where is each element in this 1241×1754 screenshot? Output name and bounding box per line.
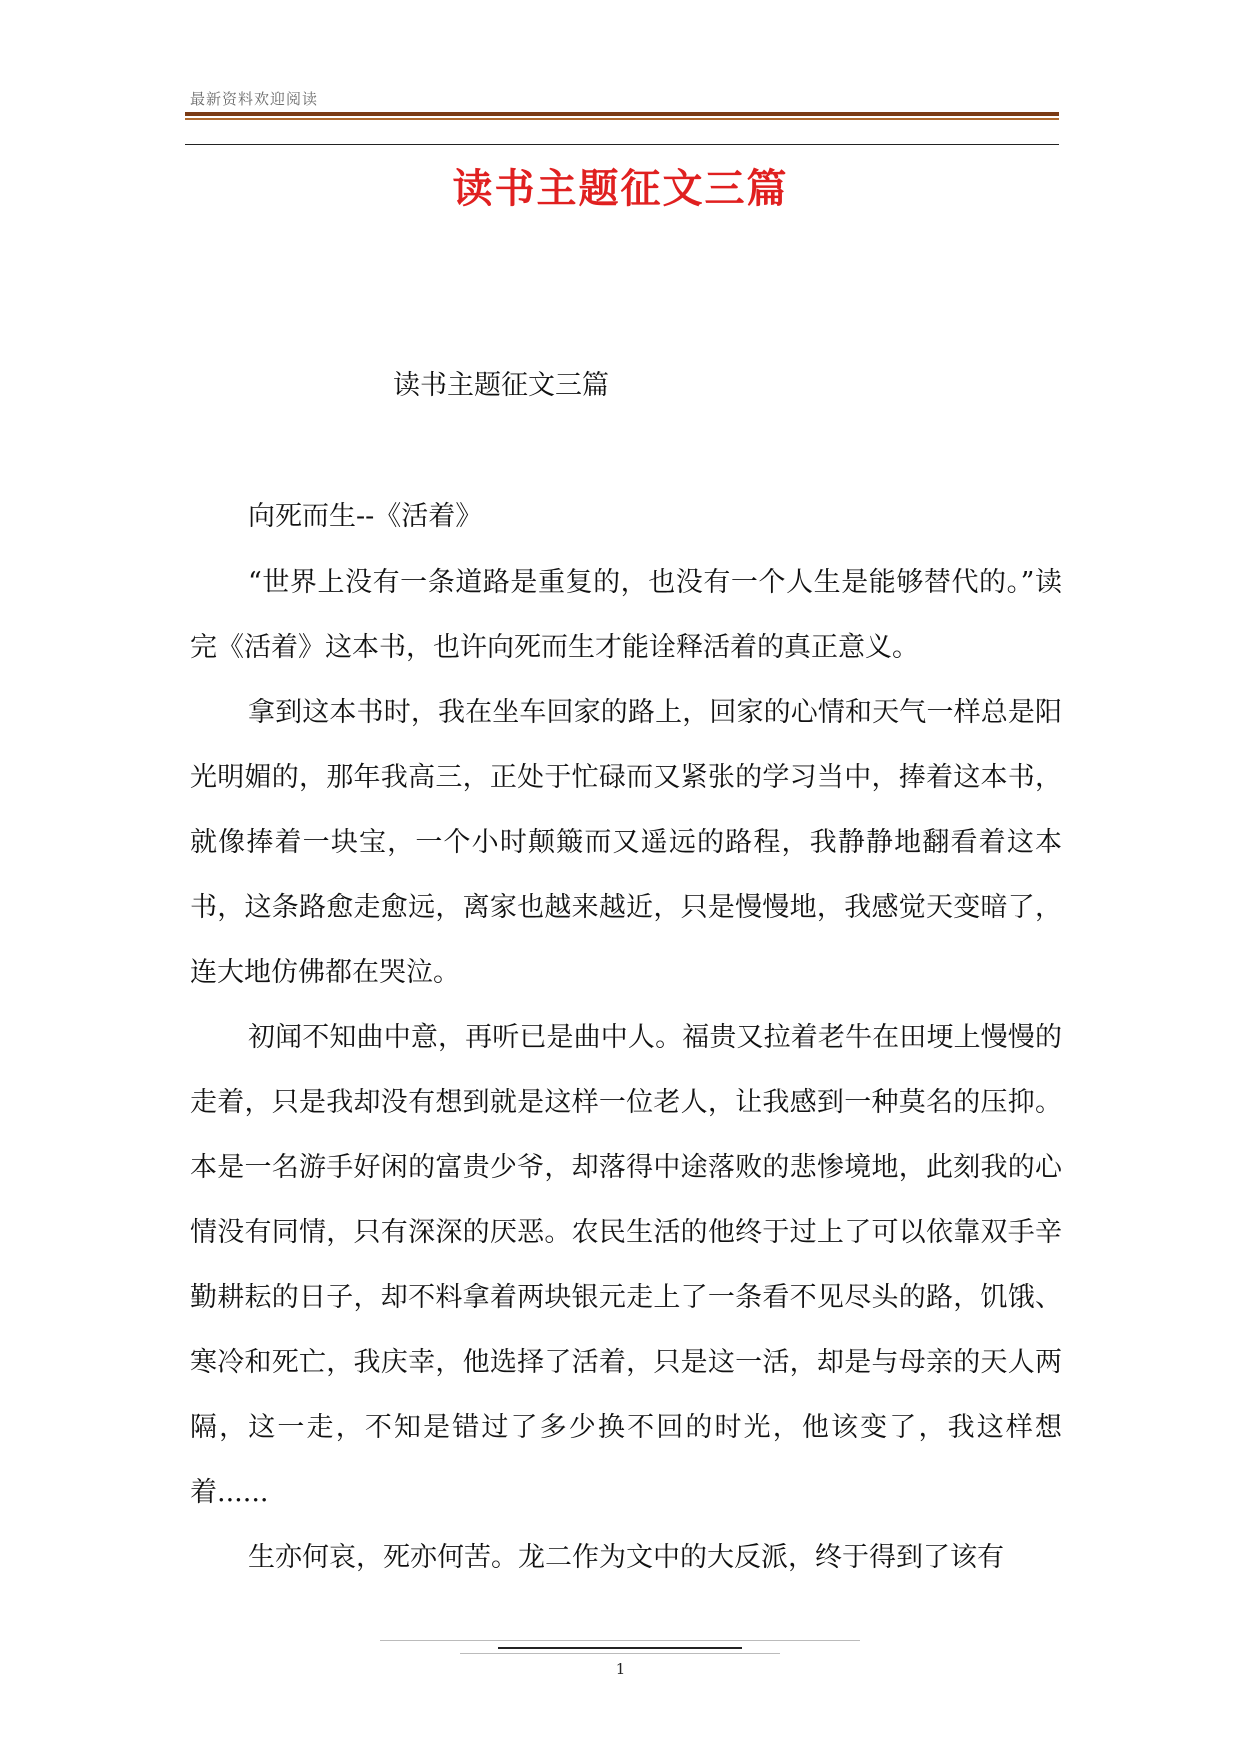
- page-number: 1: [615, 1660, 626, 1678]
- footer-rule-bold: [498, 1647, 742, 1649]
- footer-rule: [380, 1640, 860, 1641]
- header-rule-thin: [185, 144, 1059, 145]
- header-text: 最新资料欢迎阅读: [190, 90, 319, 108]
- paragraph: 初闻不知曲中意，再听已是曲中人。福贵又拉着老牛在田埂上慢慢的走着，只是我却没有想到就是这样一位老人，让我感到一种莫名的压抑。本是一名游手好闲的富贵少爷，却落得中途落败的悲惨境地，此刻我的心情没有同情，只有深深的厌恶。农民生活的他终于过上了可以依靠双手辛勤耕耘的日子，却不料拿着两块银元走上了一条看不见尽头的路，饥饿、寒冷和死亡，我庆幸，他选择了活着，只是这一活，却是与母亲的天人两隔，这一走，不知是错过了多少换不回的时光，他该变了，我这样想着......: [190, 1022, 1062, 1508]
- document-title: 读书主题征文三篇: [452, 166, 789, 212]
- document-subtitle: 读书主题征文三篇: [393, 370, 609, 401]
- header-rule: [185, 112, 1059, 116]
- footer-rule: [460, 1653, 780, 1654]
- section-heading: 向死而生--《活着》: [248, 501, 483, 532]
- paragraph: 生亦何哀，死亦何苦。龙二作为文中的大反派，终于得到了该有: [248, 1542, 1004, 1573]
- body-text: [190, 550, 1062, 1590]
- header-rule-accent: [185, 118, 1059, 120]
- paragraph: 拿到这本书时，我在坐车回家的路上，回家的心情和天气一样总是阳光明媚的，那年我高三，正处于忙碌而又紧张的学习当中，捧着这本书，就像捧着一块宝，一个小时颠簸而又遥远的路程，我静静地翻看着这本书，这条路愈走愈远，离家也越来越近，只是慢慢地，我感觉天变暗了，连大地仿佛都在哭泣。: [190, 697, 1062, 988]
- paragraph: “世界上没有一条道路是重复的，也没有一个人生是能够替代的。”读完《活着》这本书，也许向死而生才能诠释活着的真正意义。: [190, 567, 1062, 663]
